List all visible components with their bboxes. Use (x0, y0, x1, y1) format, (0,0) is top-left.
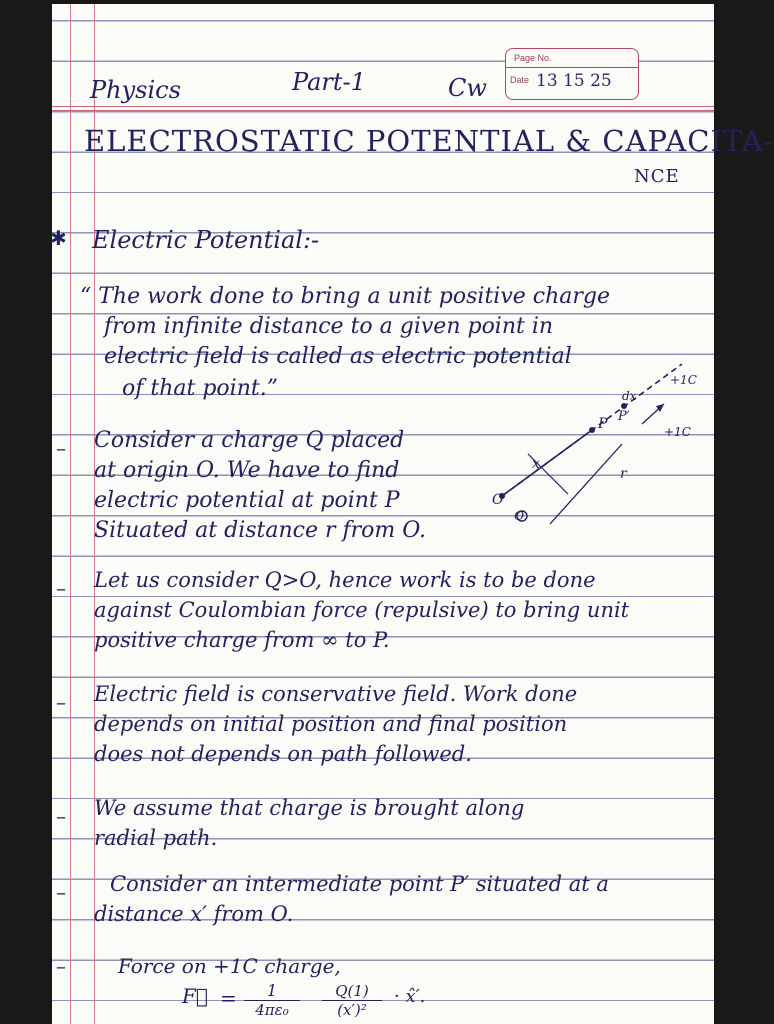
definition-line: of that point.” (122, 376, 278, 401)
formula-tail: · x̂′. (394, 986, 426, 1007)
fraction-2-denominator: (x′)² (337, 1001, 367, 1020)
definition-line: from infinite distance to a given point in (104, 314, 554, 339)
dash-bullet: – (56, 954, 66, 978)
label-p: P (598, 416, 608, 432)
date-label: Date (510, 75, 530, 85)
point-line: Situated at distance r from O. (94, 518, 426, 543)
page-title-continued: NCE (634, 166, 680, 187)
distance-arrow (550, 444, 622, 524)
date-value: 13 15 25 (536, 71, 612, 91)
fraction-1-denominator: 4πε₀ (255, 1001, 289, 1020)
point-line: Let us consider Q>O, hence work is to be done (94, 568, 596, 592)
subject-label: Physics (90, 76, 181, 104)
point-p (589, 427, 595, 433)
dash-bullet: – (56, 436, 66, 460)
point-line: We assume that charge is brought along (94, 796, 525, 820)
point-line: radial path. (94, 826, 218, 850)
margin-line (70, 4, 71, 1024)
header-rule (52, 106, 714, 107)
label-o: O (492, 492, 504, 508)
point-line: depends on initial position and final position (94, 712, 568, 736)
label-r: r (620, 466, 627, 482)
label-p-prime: P′ (618, 409, 630, 424)
charge-diagram (492, 344, 712, 534)
fraction-2-numerator: Q(1) (335, 982, 369, 1000)
notebook-page (50, 4, 774, 1024)
formula-lhs: F⃗ (182, 984, 208, 1008)
formula-eq: = (220, 986, 237, 1010)
cw-label: Cw (448, 74, 487, 102)
page-no-label: Page No. (514, 53, 552, 63)
definition-line: electric field is called as electric potential (104, 344, 572, 369)
fraction-1-numerator: 1 (266, 981, 278, 1000)
dash-bullet: – (56, 690, 66, 714)
page-date-box (505, 48, 639, 100)
point-line: Electric field is conservative field. Work done (94, 682, 578, 706)
dash-bullet: – (56, 880, 66, 904)
header-rule (52, 110, 714, 111)
label-q: Q (514, 509, 524, 523)
box-divider (506, 67, 638, 68)
point-line: electric potential at point P (94, 488, 400, 513)
part-label: Part-1 (292, 68, 366, 96)
fraction-1 (244, 982, 300, 1019)
asterisk-icon: ✱ (50, 226, 67, 250)
label-dx: dx (622, 389, 637, 403)
point-line: Consider a charge Q placed (94, 428, 405, 453)
dash-bullet: – (56, 576, 66, 600)
point-line: Force on +1C charge, (118, 954, 341, 978)
label-charge: +1C (664, 425, 691, 439)
label-charge-2: +1C (670, 373, 697, 387)
point-line: does not depends on path followed. (94, 742, 472, 766)
fraction-2 (322, 982, 382, 1019)
dash-bullet: – (56, 804, 66, 828)
point-line: distance x′ from O. (94, 902, 294, 926)
point-line: at origin O. We have to find (94, 458, 400, 483)
point-line: Consider an intermediate point P′ situated at a (110, 872, 609, 896)
definition-line: “ The work done to bring a unit positive charge (80, 284, 610, 309)
point-line: positive charge from ∞ to P. (94, 628, 390, 652)
radial-line-solid (502, 430, 592, 496)
label-x: x (532, 456, 540, 472)
section-heading: Electric Potential:- (92, 226, 320, 254)
point-line: against Coulombian force (repulsive) to bring unit (94, 598, 630, 622)
page-title: ELECTROSTATIC POTENTIAL & CAPACITA- (84, 124, 774, 158)
